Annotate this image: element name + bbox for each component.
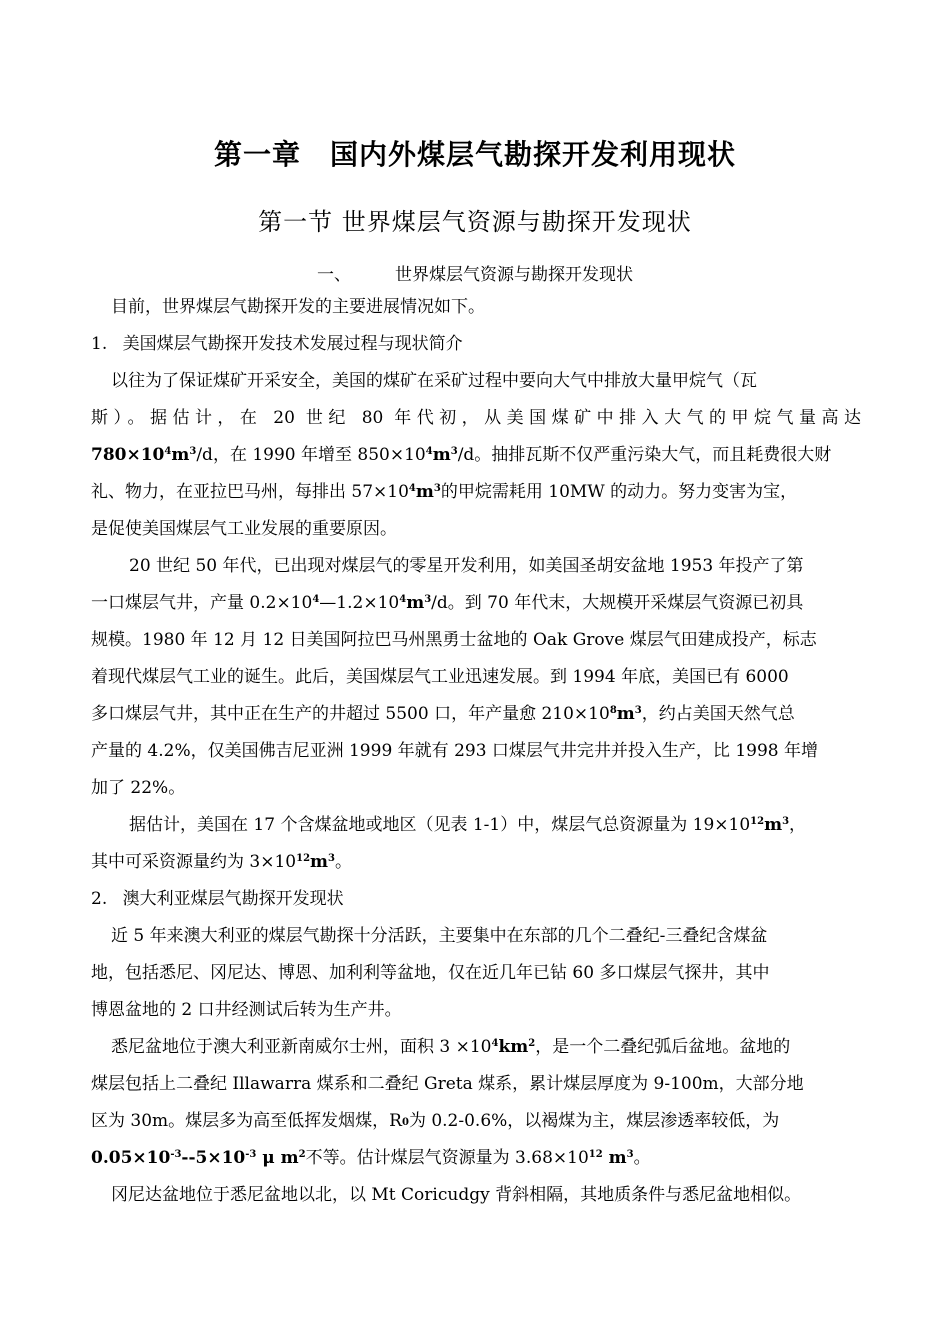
p5-l3b: 0 — [401, 1117, 409, 1128]
heading-us — [91, 333, 861, 370]
p4-line3: 博恩盆地的 2 口井经测试后转为生产井。 — [91, 1000, 402, 1020]
p2-l2c: —1.2×10 — [319, 593, 400, 613]
p5-l4e: μ m — [256, 1148, 299, 1168]
p2-line1: 20 世纪 50 年代，已出现对煤层气的零星开发利用，如美国圣胡安盆地 1953 年投产了第 — [129, 556, 804, 576]
p5-line4 — [91, 1147, 861, 1184]
p5-line1 — [111, 1036, 861, 1073]
p5-l4d: -3 — [245, 1149, 257, 1160]
p2-line7: 加了 22%。 — [91, 778, 186, 798]
p6-line1: 冈尼达盆地位于悉尼盆地以北，以 Mt Coricudgy 背斜相隔，其地质条件与悉尼盆地相似。 — [111, 1185, 802, 1205]
heading-us-number: 1. — [91, 334, 108, 354]
p2-line2 — [91, 592, 861, 629]
p2-l2b: 4 — [312, 594, 320, 605]
p2-l5e: ，约占美国天然气总 — [641, 704, 795, 724]
p5-l1a: 悉尼盆地位于澳大利亚新南威尔士州，面积 3 ×10 — [111, 1037, 492, 1057]
p5-l4f: 2 — [298, 1149, 306, 1160]
p1-l3g: m — [432, 445, 451, 465]
p3-l1a: 据估计，美国在 17 个含煤盆地或地区（见表 1-1）中，煤层气总资源量为 19×10 — [129, 815, 751, 835]
p2-l5a: 多口煤层气井，其中正在生产的井超过 5500 口，年产量愈 210×10 — [91, 704, 610, 724]
p3-l2b: 12 — [296, 853, 311, 864]
p3-l1e: ， — [789, 815, 807, 835]
p5-l1e: ，是一个二叠纪弧后盆地。盆地的 — [535, 1037, 791, 1057]
p1-l3b: 4 — [164, 446, 172, 457]
p2-l2g: /d。到 70 年代末，大规模开采煤层气资源已初具 — [431, 593, 804, 613]
subsection-heading — [0, 260, 950, 285]
p2-l2a: 一口煤层气井，产量 0.2×10 — [91, 593, 313, 613]
p2-line6: 产量的 4.2%，仅美国佛吉尼亚洲 1999 年就有 293 口煤层气井完井并投入生产，比 1998 年增 — [91, 741, 818, 761]
p2-line4: 着现代煤层气工业的诞生。此后，美国煤层气工业迅速发展。到 1994 年底，美国已有 6000 — [91, 667, 789, 687]
p3-l2c: m — [310, 852, 329, 872]
p5-l4g: 不等。估计煤层气资源量为 3.68×10 — [305, 1148, 589, 1168]
p5-l4c: --5×10 — [181, 1148, 246, 1168]
p1-l3a: 780×10 — [91, 445, 165, 465]
p5-l1c: km — [498, 1037, 529, 1057]
p5-l3c: 为 0.2-0.6%，以褐煤为主，煤层渗透率较低，为 — [408, 1111, 780, 1131]
p1-l4e: 的甲烷需耗用 10MW 的动力。努力变害为宝， — [440, 482, 798, 502]
p3-line1 — [129, 814, 861, 851]
p5-l4j: 3 — [626, 1149, 634, 1160]
subsection-number: 一、 — [317, 265, 351, 285]
p1-l3e: /d，在 1990 年增至 850×10 — [196, 445, 426, 465]
p3-l1b: 12 — [750, 816, 765, 827]
p5-line2: 煤层包括上二叠纪 Illawarra 煤系和二叠纪 Greta 煤系，累计煤层厚度为 9-100m，大部分地 — [91, 1074, 804, 1094]
p1-l4a: 礼、物力，在亚拉巴马州，每排出 57×10 — [91, 482, 409, 502]
p1-l4d: 3 — [433, 483, 441, 494]
heading-us-title: 美国煤层气勘探开发技术发展过程与现状简介 — [122, 334, 463, 354]
p1-line2 — [91, 407, 861, 444]
p1-l4b: 4 — [408, 483, 416, 494]
p1-l4c: m — [415, 482, 434, 502]
p2-line3: 规模。1980 年 12 月 12 日美国阿拉巴马州黑勇士盆地的 Oak Grove 煤层气田建成投产，标志 — [91, 630, 817, 650]
p5-line3 — [91, 1110, 861, 1147]
p3-l1c: m — [764, 815, 783, 835]
p5-l4a: 0.05×10 — [91, 1148, 171, 1168]
p2-line5 — [91, 703, 861, 740]
p4-line2: 地，包括悉尼、冈尼达、博恩、加利利等盆地，仅在近几年已钻 60 多口煤层气探井，其中 — [91, 963, 770, 983]
heading-australia-number: 2. — [91, 889, 108, 909]
p5-l4b: -3 — [170, 1149, 182, 1160]
p5-l4h: 12 — [588, 1149, 603, 1160]
p1-line1: 以往为了保证煤矿开采安全，美国的煤矿在采矿过程中要向大气中排放大量甲烷气（瓦 — [111, 371, 757, 391]
p2-l5d: 3 — [634, 705, 642, 716]
p2-l2e: m — [406, 593, 425, 613]
heading-australia — [91, 888, 861, 925]
p3-l1d: 3 — [782, 816, 790, 827]
intro-paragraph: 目前，世界煤层气勘探开发的主要进展情况如下。 — [111, 297, 485, 317]
p5-l1b: 4 — [491, 1038, 499, 1049]
p1-line2-text: 斯）。据估计，在 20 世纪 80 年代初，从美国煤矿中排入大气的甲烷气量高达 — [91, 408, 861, 428]
p3-l2d: 3 — [328, 853, 335, 864]
p5-l4i: m — [602, 1148, 627, 1168]
p1-l3i: /d。抽排瓦斯不仅严重污染大气，而且耗费很大财 — [457, 445, 832, 465]
heading-australia-title: 澳大利亚煤层气勘探开发现状 — [122, 889, 344, 909]
subsection-title: 世界煤层气资源与勘探开发现状 — [395, 265, 633, 285]
p5-l3a: 区为 30m。煤层多为高至低挥发烟煤，R — [91, 1111, 402, 1131]
p1-line3 — [91, 444, 861, 481]
chapter-title: 第一章 国内外煤层气勘探开发利用现状 — [213, 138, 736, 171]
p3-l2a: 其中可采资源量约为 3×10 — [91, 852, 297, 872]
p3-line2 — [91, 851, 861, 888]
section-title: 第一节 世界煤层气资源与勘探开发现状 — [258, 208, 692, 236]
p2-l5c: m — [616, 704, 635, 724]
p2-l5b: 8 — [609, 705, 617, 716]
p2-l2f: 3 — [424, 594, 432, 605]
p5-l1d: 2 — [528, 1038, 536, 1049]
p1-l3f: 4 — [425, 446, 433, 457]
p3-l2e: 。 — [335, 852, 352, 872]
p2-l2d: 4 — [399, 594, 407, 605]
p1-l3d: 3 — [189, 446, 197, 457]
p4-line1: 近 5 年来澳大利亚的煤层气勘探十分活跃，主要集中在东部的几个二叠纪-三叠纪含煤盆 — [111, 926, 768, 946]
p5-l4k: 。 — [633, 1148, 651, 1168]
p1-l3c: m — [171, 445, 190, 465]
p1-l3h: 3 — [450, 446, 458, 457]
p1-line4 — [91, 481, 861, 518]
p1-line5: 是促使美国煤层气工业发展的重要原因。 — [91, 519, 397, 539]
